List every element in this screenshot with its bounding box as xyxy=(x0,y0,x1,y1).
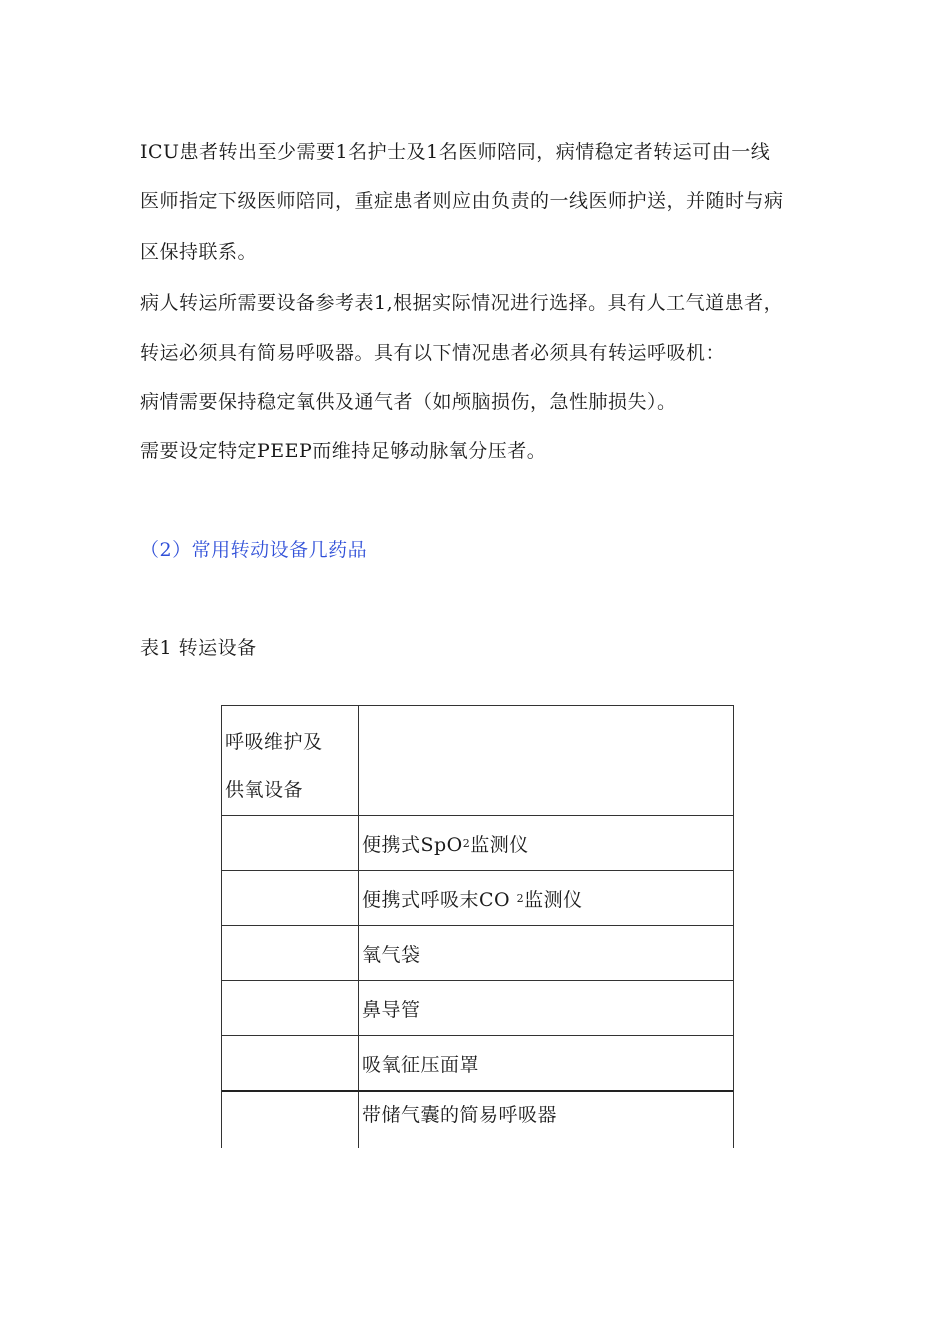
paragraph-line: 区保持联系。 xyxy=(140,241,258,263)
table-item-cell xyxy=(359,1036,733,1090)
table-row xyxy=(222,926,733,981)
item-subscript: 2 xyxy=(462,836,471,850)
category-label-line: 供氧设备 xyxy=(225,779,304,801)
paragraph-line: 病人转运所需要设备参考表1,根据实际情况进行选择。具有人工气道患者， xyxy=(140,292,784,314)
table-item-cell xyxy=(359,1092,733,1148)
category-label-line: 呼吸维护及 xyxy=(225,731,323,753)
table-empty-cell xyxy=(222,926,359,980)
paragraph-line: 医师指定下级医师陪同，重症患者则应由负责的一线医师护送，并随时与病 xyxy=(140,190,784,212)
table-empty-cell xyxy=(222,981,359,1035)
section-heading: （2）常用转动设备几药品 xyxy=(140,539,368,561)
item-text-suffix: 监测仪 xyxy=(470,833,529,856)
table-row xyxy=(222,981,733,1036)
table-empty-cell xyxy=(359,706,733,815)
item-text: 吸氧征压面罩 xyxy=(362,1053,480,1076)
item-subscript: 2 xyxy=(516,891,525,905)
equipment-table xyxy=(221,705,734,1148)
table-empty-cell xyxy=(222,871,359,925)
table-row xyxy=(222,1036,733,1092)
item-text-suffix: 监测仪 xyxy=(524,888,583,911)
paragraph-line: 病情需要保持稳定氧供及通气者（如颅脑损伤，急性肺损失）。 xyxy=(140,391,677,413)
item-text: 氧气袋 xyxy=(362,943,421,966)
item-text: 便携式SpO xyxy=(362,833,463,856)
paragraph-line: ICU患者转出至少需要1名护士及1名医师陪同，病情稳定者转运可由一线 xyxy=(140,141,771,163)
table-row xyxy=(222,1092,733,1148)
table-empty-cell xyxy=(222,1092,359,1148)
table-row xyxy=(222,816,733,871)
item-text: 鼻导管 xyxy=(362,998,421,1021)
table-item-cell xyxy=(359,926,733,980)
table-item-cell xyxy=(359,871,733,925)
table-row xyxy=(222,706,733,816)
table-item-cell xyxy=(359,981,733,1035)
table-item-cell xyxy=(359,816,733,870)
table-empty-cell xyxy=(222,816,359,870)
item-text: 带储气囊的简易呼吸器 xyxy=(362,1104,558,1126)
table-empty-cell xyxy=(222,1036,359,1090)
table-category-cell xyxy=(222,706,359,815)
item-text: 便携式呼吸末CO xyxy=(362,888,517,911)
table-caption: 表1 转运设备 xyxy=(140,637,257,659)
paragraph-line: 转运必须具有简易呼吸器。具有以下情况患者必须具有转运呼吸机： xyxy=(140,342,726,364)
table-row xyxy=(222,871,733,926)
paragraph-line: 需要设定特定PEEP而维持足够动脉氧分压者。 xyxy=(140,440,547,462)
